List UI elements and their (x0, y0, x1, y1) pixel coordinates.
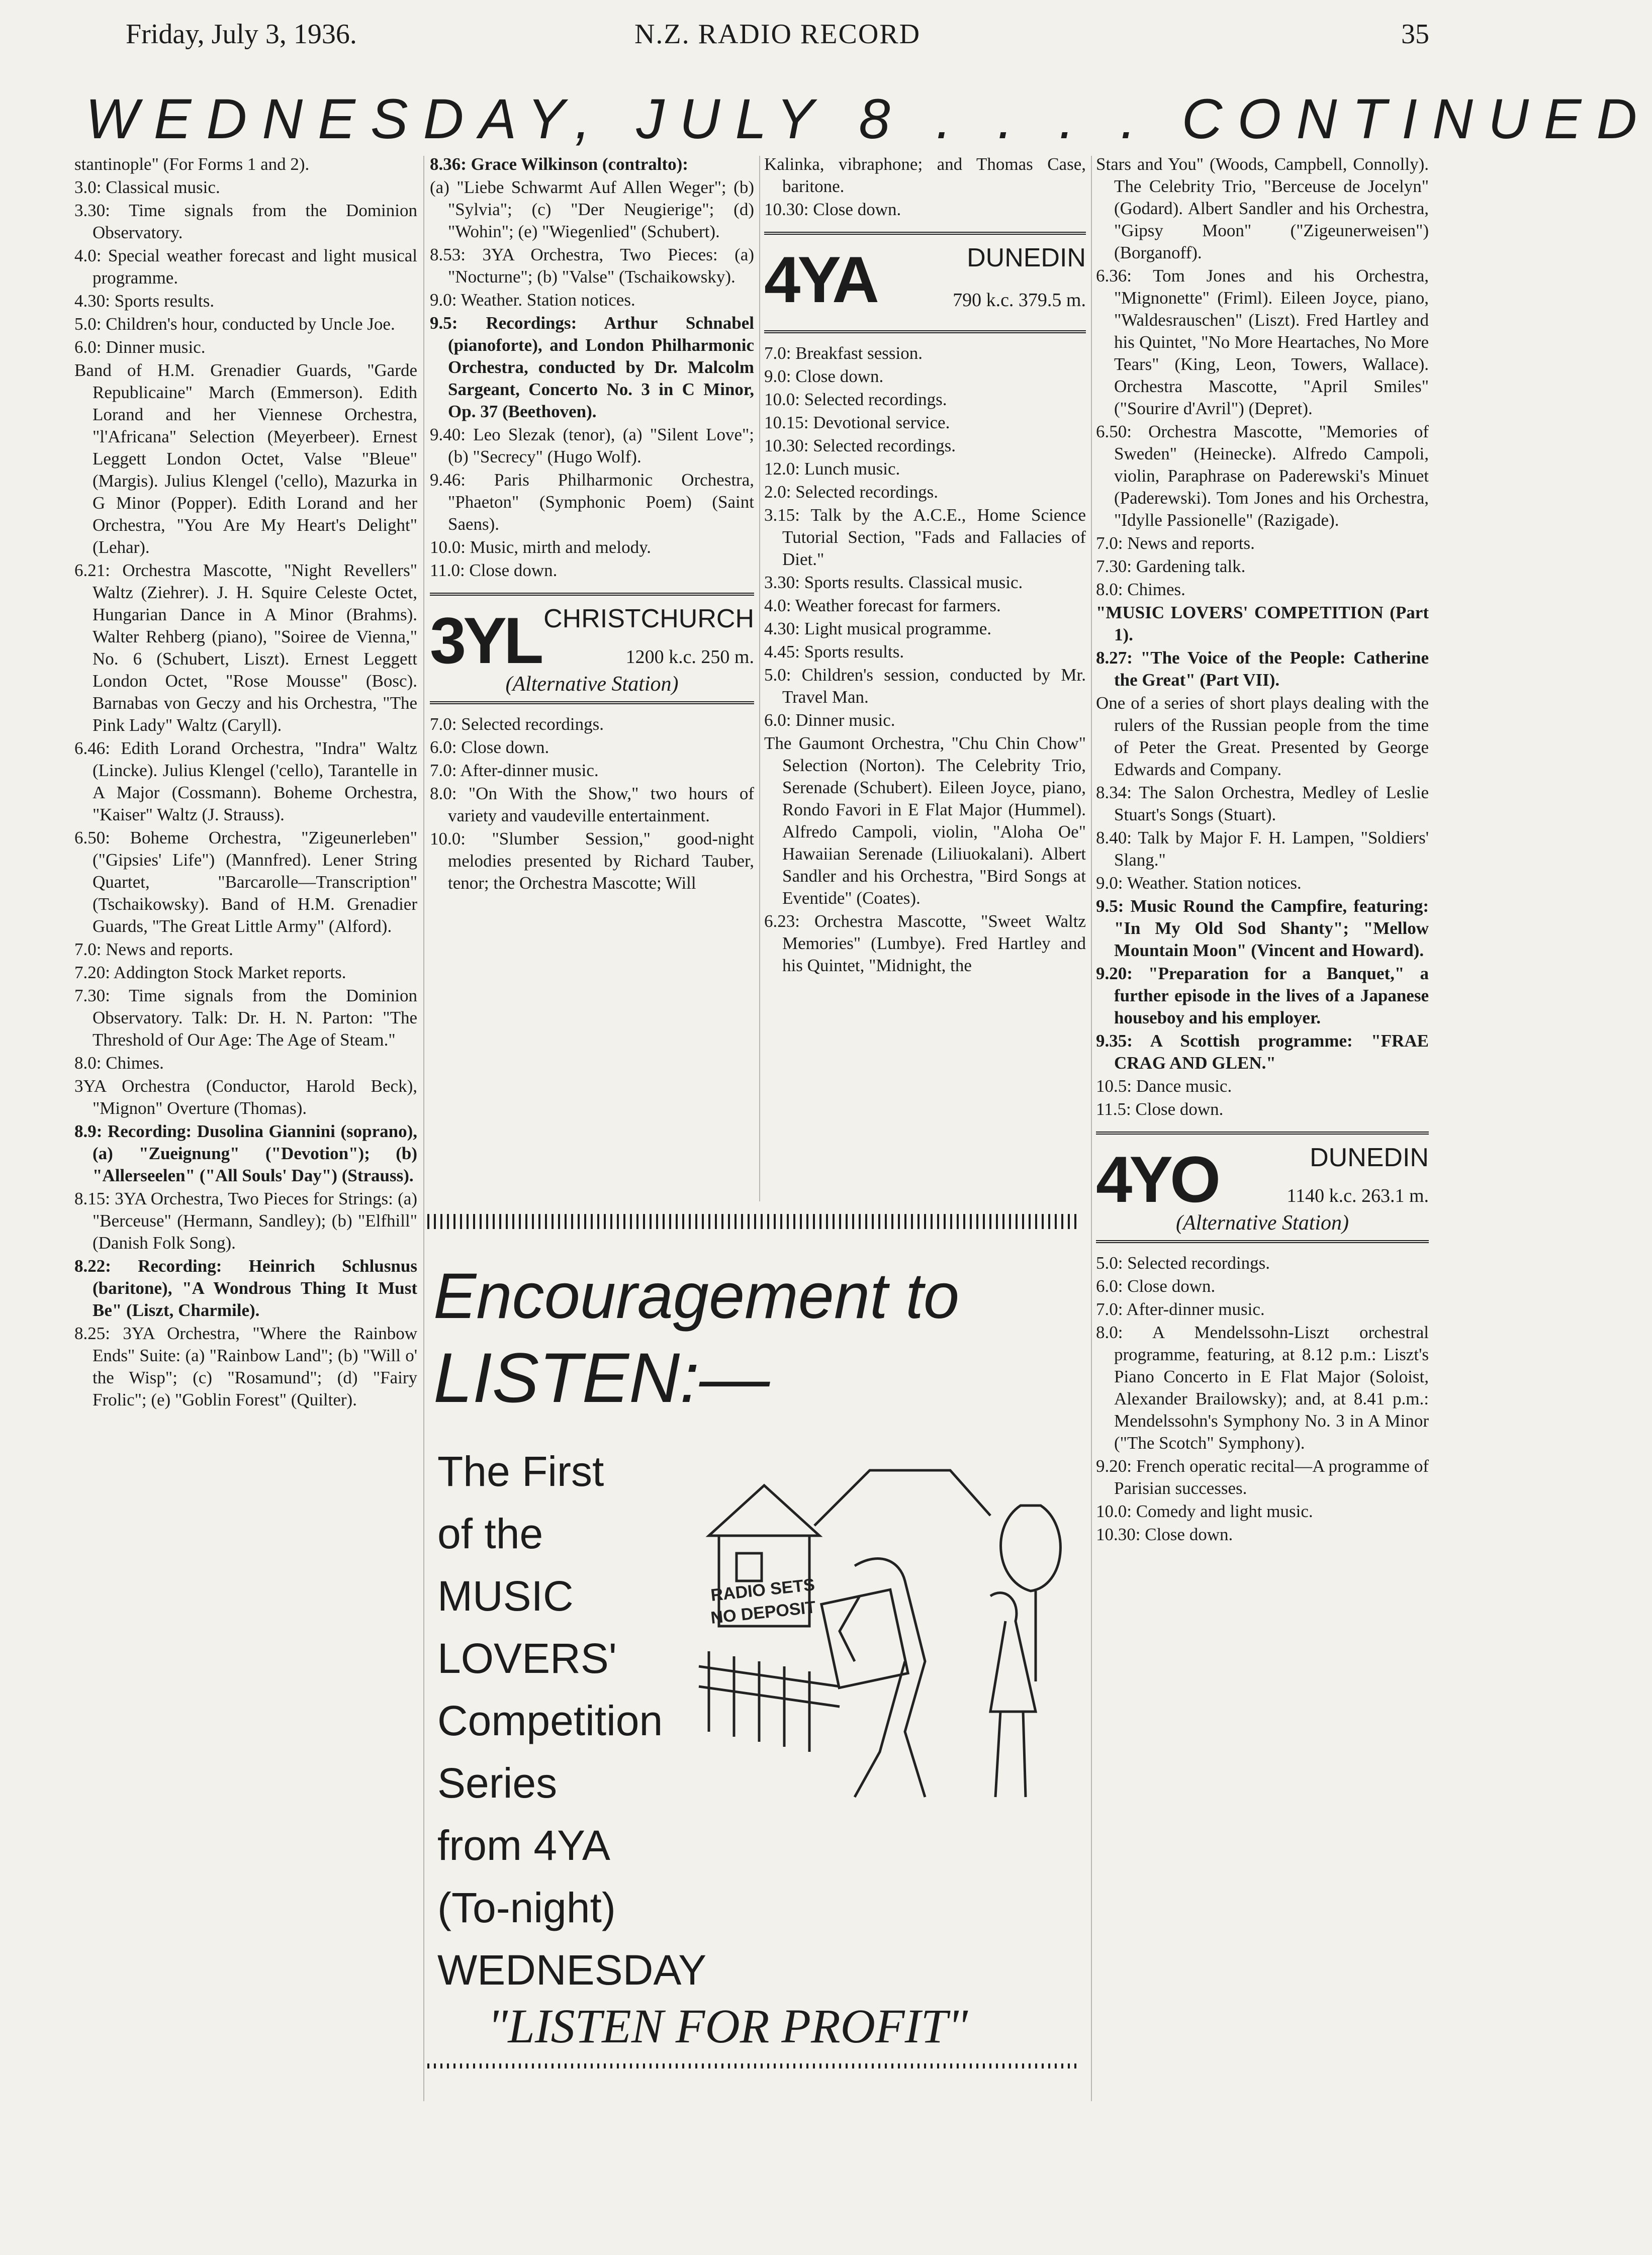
page-number: 35 (1401, 19, 1429, 50)
listing-entry: 9.35: A Scottish programme: "FRAE CRAG AND GLEN." (1096, 1031, 1429, 1073)
listing-entry: The Gaumont Orchestra, "Chu Chin Chow" Selection (Norton). The Celebrity Trio, Serenade (Schubert). Eileen Joyce, piano, Rondo Favori in E Flat Major (Hummel). Alfredo Campoli, violin, "Aloha Oe" Hawaiian Serenade (Liliuokalani). Albert Sandler and his Orchestra, "Bird Songs at Eventide" (Coates). (764, 733, 1086, 908)
ad-illustration (689, 1450, 1076, 1812)
listing-entry: 3.30: Sports results. Classical music. (764, 573, 1023, 592)
listing-entry: 7.30: Gardening talk. (1096, 556, 1246, 576)
listing-entry: 7.20: Addington Stock Market reports. (74, 963, 346, 982)
ad-body-line: Competition (437, 1697, 663, 1744)
listing-entry: 10.30: Close down. (1096, 1525, 1233, 1544)
listing-entry: 8.22: Recording: Heinrich Schlusnus (baritone), "A Wondrous Thing It Must Be" (Liszt, Charmile). (74, 1256, 417, 1320)
ad-body-line: The First (437, 1448, 604, 1495)
ad-body-line: LOVERS' (437, 1635, 617, 1682)
listing-entry: 7.0: After-dinner music. (430, 761, 599, 780)
4yo-listings (1096, 1252, 1429, 1546)
woman-figure (990, 1593, 1036, 1797)
ad-body-line: MUSIC (437, 1572, 574, 1620)
listing-entry: 11.5: Close down. (1096, 1099, 1224, 1119)
house-roof (709, 1470, 990, 1536)
listing-entry: "MUSIC LOVERS' COMPETITION (Part 1). (1096, 603, 1429, 644)
listing-entry: 9.40: Leo Slezak (tenor), (a) "Silent Love"; (b) "Secrecy" (Hugo Wolf). (430, 425, 754, 466)
listing-entry: 7.0: News and reports. (74, 939, 233, 959)
listing-entry: 9.5: Music Round the Campfire, featuring: "In My Old Sod Shanty"; "Mellow Mountain Moon" (Vincent and Howard). (1096, 896, 1429, 960)
listing-entry: 10.0: Selected recordings. (764, 390, 947, 409)
column-3 (764, 153, 1086, 1204)
house-window (737, 1553, 762, 1581)
listing-entry: 8.34: The Salon Orchestra, Medley of Leslie Stuart's Songs (Stuart). (1096, 783, 1429, 824)
listing-entry: 8.0: Chimes. (74, 1053, 164, 1073)
station-frequency: 1140 k.c. 263.1 m. (1287, 1185, 1429, 1206)
listing-entry: 4.0: Special weather forecast and light musical programme. (74, 246, 417, 288)
tree (1001, 1506, 1061, 1681)
listing-entry: 9.0: Weather. Station notices. (430, 290, 635, 310)
column-divider (759, 156, 760, 1201)
day-banner: WEDNESDAY, JULY 8 . . . . CONTINUED (85, 87, 1652, 150)
ad-slogan: "LISTEN FOR PROFIT" (488, 1999, 968, 2053)
listing-entry: 4.45: Sports results. (764, 642, 904, 662)
column-divider (1091, 156, 1092, 2101)
column-4-listings (1096, 153, 1429, 1120)
listing-entry: 10.30: Selected recordings. (764, 436, 956, 455)
listing-entry: 6.0: Close down. (1096, 1276, 1216, 1296)
column-2 (430, 153, 754, 1204)
listing-entry: 10.0: Music, mirth and melody. (430, 537, 652, 557)
station-callsign: 4YO (1096, 1143, 1218, 1216)
listing-entry: 4.0: Weather forecast for farmers. (764, 596, 1001, 615)
ad-body-line: from 4YA (437, 1822, 610, 1869)
listing-entry: 6.50: Boheme Orchestra, "Zigeunerleben" ("Gipsies' Life") (Mannfred). Lener String Quartet, "Barcarolle—Transcription" (Tschaikowsky). Band of H.M. Grenadier Guards, "The Great Little Army" (Alford). (74, 828, 417, 936)
listing-entry: Band of H.M. Grenadier Guards, "Garde Republicaine" March (Emmerson). Edith Lorand and her Viennese Orchestra, "l'Africana" Selection (Meyerbeer). Ernest Leggett London Octet, Valse "Bleue" (Margis). Julius Klengel ('cello), Mazurka in G Minor (Popper). Edith Lorand and her Orchestra, "You Are My Heart's Delight" (Lehar). (74, 360, 417, 557)
station-note: (Alternative Station) (505, 673, 679, 696)
station-city: DUNEDIN (1310, 1143, 1429, 1172)
listing-entry: 12.0: Lunch music. (764, 459, 900, 479)
listing-entry: 8.27: "The Voice of the People: Catherine the Great" (Part VII). (1096, 648, 1429, 690)
listing-entry: 3.15: Talk by the A.C.E., Home Science Tutorial Section, "Fads and Fallacies of Diet." (764, 505, 1086, 569)
listing-entry: 9.46: Paris Philharmonic Orchestra, "Phaeton" (Symphonic Poem) (Saint Saens). (430, 470, 754, 534)
listing-entry: Stars and You" (Woods, Campbell, Connolly). The Celebrity Trio, "Berceuse de Jocelyn" (Godard). Albert Sandler and his Orchestra, "Gipsy Moon" ("Zigeunerweisen") (Borganoff). (1096, 154, 1429, 262)
listing-entry: 6.36: Tom Jones and his Orchestra, "Mignonette" (Friml). Eileen Joyce, piano, "Waldesrauschen" (Liszt). Fred Hartley and his Quintet, "No More Heartaches, No More Tears" (King, Leon, Towers, Wallace). Orchestra Mascotte, "April Smiles" ("Sourire d'Avril") (Depret). (1096, 266, 1429, 418)
ad-bottom-rule (427, 2063, 1081, 2069)
listing-entry: 5.0: Children's session, conducted by Mr. Travel Man. (764, 665, 1086, 707)
listing-entry: 6.46: Edith Lorand Orchestra, "Indra" Waltz (Lincke). Julius Klengel ('cello), Tarantelle in A Major (Cossmann). Boheme Orchestra, "Kaiser" Waltz (J. Strauss). (74, 738, 417, 824)
listing-entry: Kalinka, vibraphone; and Thomas Case, baritone. (764, 154, 1086, 196)
running-header (126, 14, 1429, 59)
listing-entry: 5.0: Selected recordings. (1096, 1253, 1270, 1273)
listing-entry: 6.0: Dinner music. (74, 337, 206, 357)
listing-entry: 3.0: Classical music. (74, 177, 220, 197)
listing-entry: 9.5: Recordings: Arthur Schnabel (pianoforte), and London Philharmonic Orchestra, conducted by Dr. Malcolm Sargeant, Concerto No. 3 in C Minor, Op. 37 (Beethoven). (430, 313, 754, 421)
listing-entry: 8.15: 3YA Orchestra, Two Pieces for Strings: (a) "Berceuse" (Hermann, Sandley); (b) "Elfhill" (Danish Folk Song). (74, 1189, 417, 1253)
van-sign-text: NO DEPOSIT (709, 1598, 817, 1628)
listing-entry: stantinople" (For Forms 1 and 2). (74, 154, 310, 174)
listing-entry: 4.30: Light musical programme. (764, 619, 991, 638)
listing-entry: 7.30: Time signals from the Dominion Observatory. Talk: Dr. H. N. Parton: "The Threshold of Our Age: The Age of Steam." (74, 986, 417, 1050)
ad-body (437, 1440, 707, 2001)
radio-cabinet (821, 1589, 908, 1687)
listing-entry: 4.30: Sports results. (74, 291, 215, 311)
listing-entry: 8.0: "On With the Show," two hours of variety and vaudeville entertainment. (430, 784, 754, 825)
listing-entry: 7.0: Breakfast session. (764, 343, 923, 363)
station-block-4yo (1096, 1132, 1429, 1243)
listing-entry: 8.25: 3YA Orchestra, "Where the Rainbow Ends" Suite: (a) "Rainbow Land"; (b) "Will o' the Wisp"; (c) "Rosamund"; (d) "Fairy Frolic"; (e) "Goblin Forest" (Quilter). (74, 1324, 417, 1410)
fence (699, 1651, 840, 1752)
column-2-listings (430, 153, 754, 582)
column-divider (423, 156, 424, 2101)
van-sign-text: RADIO SETS (709, 1575, 816, 1605)
listing-entry: 6.0: Close down. (430, 737, 549, 757)
listing-entry: 10.15: Devotional service. (764, 413, 950, 432)
station-frequency: 790 k.c. 379.5 m. (953, 290, 1086, 311)
listing-entry: 9.20: French operatic recital—A programme of Parisian successes. (1096, 1456, 1429, 1498)
listing-entry: 9.0: Weather. Station notices. (1096, 873, 1302, 893)
listing-entry: 10.5: Dance music. (1096, 1076, 1232, 1096)
listing-entry: 8.0: Chimes. (1096, 580, 1185, 599)
3yl-listings (430, 713, 754, 894)
publication-title: N.Z. RADIO RECORD (634, 19, 921, 50)
ad-body-line: Series (437, 1759, 558, 1807)
listing-entry: 8.0: A Mendelssohn-Liszt orchestral programme, featuring, at 8.12 p.m.: Liszt's Piano Concerto in E Flat Major (Soloist, Alexander Brailowsky); and, at 8.41 p.m.: Mendelssohn's Symphony No. 3 in A Minor ("The Scotch" Symphony). (1096, 1323, 1429, 1453)
listing-entry: 7.0: After-dinner music. (1096, 1299, 1265, 1319)
station-city: DUNEDIN (967, 243, 1086, 272)
ad-body-line: of the (437, 1510, 543, 1557)
ad-headline-listen: LISTEN:— (433, 1338, 770, 1417)
column-1-listings (74, 153, 417, 2104)
listing-entry: 8.36: Grace Wilkinson (contralto): (430, 154, 688, 174)
station-block-3yl (430, 593, 754, 704)
listing-entry: 6.0: Dinner music. (764, 710, 895, 730)
listing-entry: 10.30: Close down. (764, 200, 901, 219)
listing-entry: 6.21: Orchestra Mascotte, "Night Revellers" Waltz (Ziehrer). J. H. Squire Celeste Octet, Hungarian Dance in A Minor (Brahms). Walter Rehberg (piano), "Soiree de Vienna," No. 6 (Schubert, Liszt). Ernest Leggett London Octet, "Rose Mousse" (Bosc). Barnabas von Geczy and his Orchestra, "The Pink Lady" Waltz (Caryll). (74, 560, 417, 735)
4ya-listings (764, 342, 1086, 977)
station-note: (Alternative Station) (1175, 1211, 1349, 1235)
listing-entry: 11.0: Close down. (430, 560, 558, 580)
ad-headline: Encouragement to (433, 1260, 959, 1332)
station-frequency: 1200 k.c. 250 m. (625, 646, 754, 668)
station-city: CHRISTCHURCH (543, 604, 754, 633)
listing-entry: 10.0: "Slumber Session," good-night melodies presented by Richard Tauber, tenor; the Orchestra Mascotte; Will (430, 829, 754, 893)
station-block-4ya (764, 232, 1086, 333)
column-4 (1096, 153, 1429, 2104)
listing-entry: 2.0: Selected recordings. (764, 482, 939, 502)
station-callsign: 3YL (430, 604, 541, 677)
issue-date: Friday, July 3, 1936. (126, 19, 357, 50)
listing-entry: 9.20: "Preparation for a Banquet," a further episode in the lives of a Japanese houseboy and his employer. (1096, 964, 1429, 1027)
listing-entry: 6.50: Orchestra Mascotte, "Memories of Sweden" (Heinecke). Alfredo Campoli, violin, Paraphrase on Paderewski's Minuet (Paderewski). Tom Jones and his Orchestra, "Idylle Passionelle" (Razigade). (1096, 422, 1429, 530)
ad-body-line: (To-night) (437, 1884, 616, 1931)
listing-entry: 9.0: Close down. (764, 366, 884, 386)
listing-entry: 5.0: Children's hour, conducted by Uncle Joe. (74, 314, 395, 334)
listing-entry: 10.0: Comedy and light music. (1096, 1501, 1313, 1521)
listing-entry: 3YA Orchestra (Conductor, Harold Beck), "Mignon" Overture (Thomas). (74, 1076, 417, 1118)
ad-top-rule (427, 1214, 1081, 1229)
listing-entry: 8.9: Recording: Dusolina Giannini (soprano), (a) "Zueignung" ("Devotion"); (b) "Allerseelen" ("All Souls' Day") (Strauss). (74, 1121, 417, 1185)
listing-entry: 6.23: Orchestra Mascotte, "Sweet Waltz Memories" (Lumbye). Fred Hartley and his Quintet, "Midnight, the (764, 911, 1086, 975)
listing-entry: One of a series of short plays dealing with the rulers of the Russian people from the time of Peter the Great. Presented by George Edwards and Company. (1096, 693, 1429, 779)
listing-entry: 8.53: 3YA Orchestra, Two Pieces: (a) "Nocturne"; (b) "Valse" (Tschaikowsky). (430, 245, 754, 287)
station-callsign: 4YA (764, 243, 876, 316)
listing-entry: 8.40: Talk by Major F. H. Lampen, "Soldiers' Slang." (1096, 828, 1429, 870)
advertisement (427, 1214, 1081, 2069)
listing-entry: 3.30: Time signals from the Dominion Observatory. (74, 201, 417, 242)
listing-entry: 7.0: Selected recordings. (430, 714, 604, 734)
listing-entry: 7.0: News and reports. (1096, 533, 1255, 553)
listing-entry: (a) "Liebe Schwarmt Auf Allen Weger"; (b) "Sylvia"; (c) "Der Neugierige"; (d) "Wohin"; (e) "Wiegenlied" (Schubert). (430, 177, 754, 241)
column-3-top-listings (764, 153, 1086, 221)
ad-body-line: WEDNESDAY (437, 1946, 707, 1994)
